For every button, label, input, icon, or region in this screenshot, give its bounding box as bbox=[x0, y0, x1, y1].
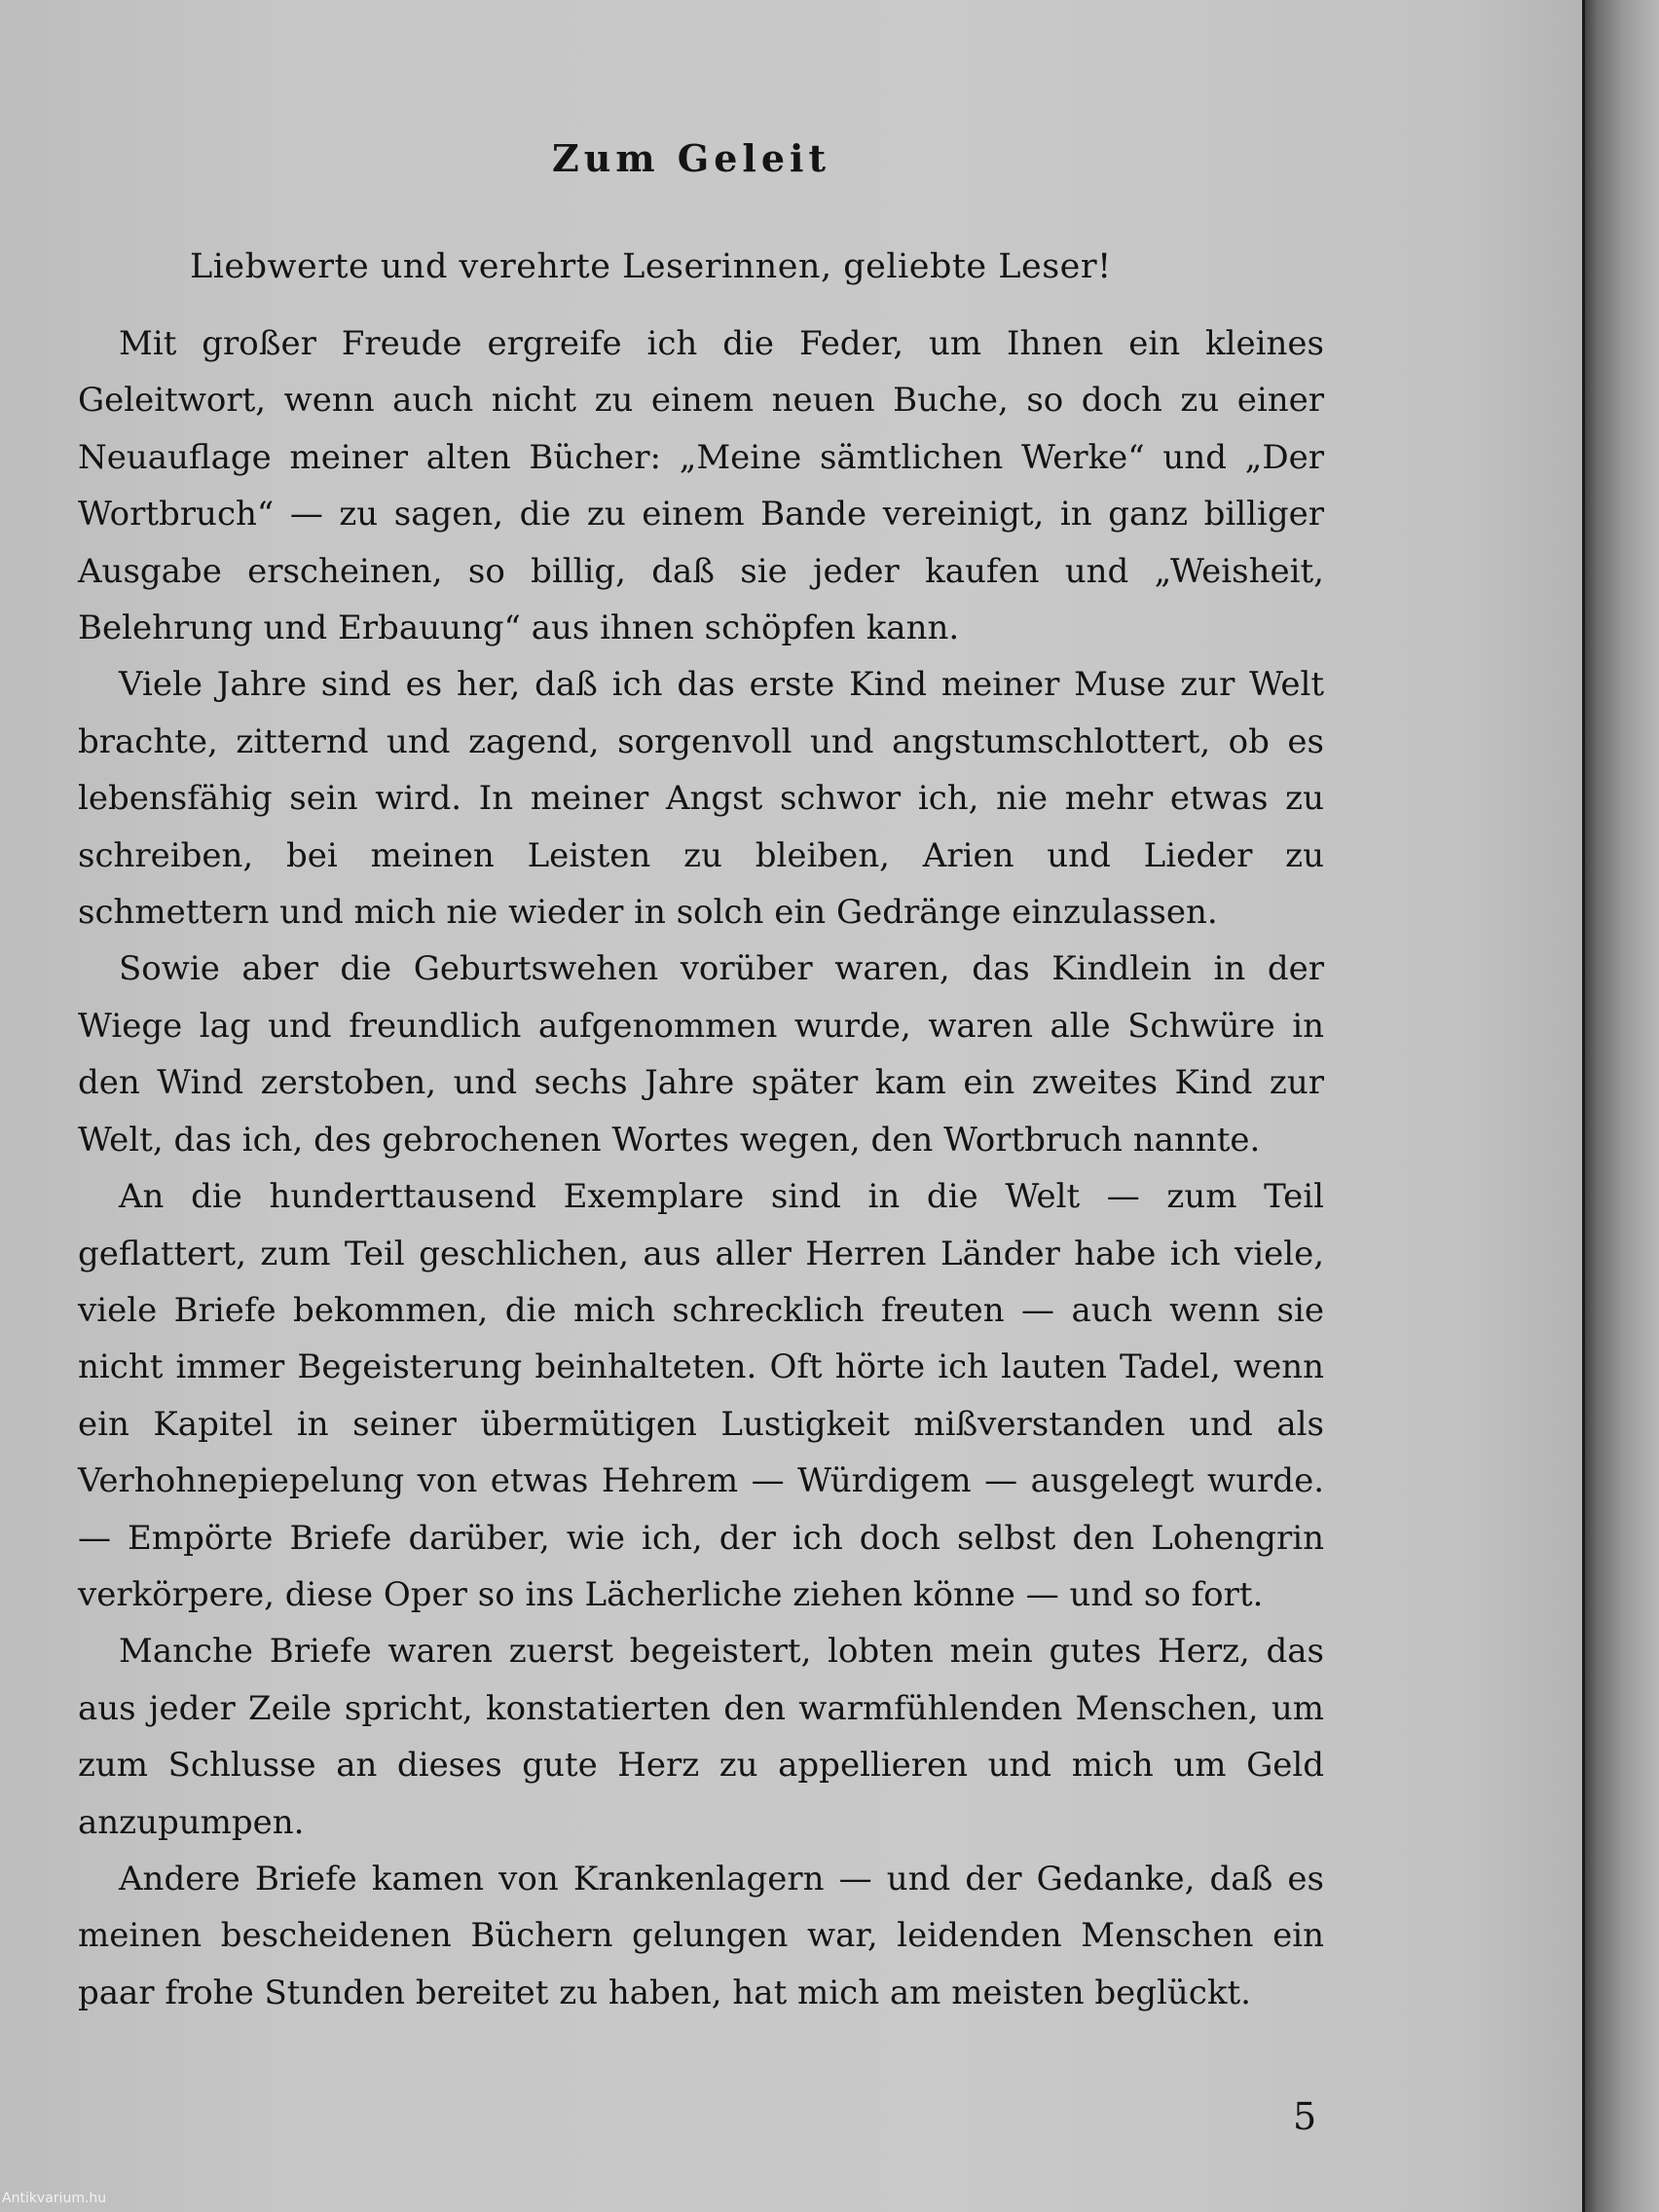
paragraph-6: Andere Briefe kamen von Krankenlagern — und der Gedanke, daß es meinen bescheidenen Büchern gelungen war, leidenden Menschen ein paar frohe Stunden bereitet zu haben, hat mich am meisten beglückt. bbox=[78, 1859, 1324, 2012]
watermark: Antikvarium.hu bbox=[2, 2191, 107, 2206]
book-edge bbox=[1582, 0, 1659, 2212]
paragraph-1: Mit großer Freude ergreife ich die Feder, um Ihnen ein kleines Geleitwort, wenn auch nicht zu einem neuen Buche, so doch zu einer Neuauflage meiner alten Bücher: „Meine sämtlichen Werke“ und „Der Wortbruch“ — zu sagen, die zu einem Bande vereinigt, in ganz billiger Ausgabe erscheinen, so billig, daß sie jeder kaufen und „Weisheit, Belehrung und Erbauung“ aus ihnen schöpfen kann. bbox=[78, 324, 1324, 648]
chapter-title: Zum Geleit bbox=[551, 136, 831, 180]
paragraph-3: Sowie aber die Geburtswehen vorüber waren, das Kindlein in der Wiege lag und freundlich aufgenommen wurde, waren alle Schwüre in den Wind zerstoben, und sechs Jahre später kam ein zweites Kind zur Welt, das ich, des gebrochenen Wortes wegen, den Wortbruch nannte. bbox=[78, 949, 1324, 1160]
page-edge-shadow bbox=[1582, 0, 1585, 2212]
paragraph-4: An die hunderttausend Exemplare sind in die Welt — zum Teil geflattert, zum Teil geschlichen, aus aller Herren Länder habe ich viele, viele Briefe bekommen, die mich schrecklich freuten — auch wenn sie nicht immer Begeisterung beinhalteten. Oft hörte ich lauten Tadel, wenn ein Kapitel in seiner übermütigen Lustigkeit mißverstanden und als Verhohnepiepelung von etwas Hehrem — Würdigem — ausgelegt wurde. — Empörte Briefe darüber, wie ich, der ich doch selbst den Lohengrin verkörpere, diese Oper so ins Lächerliche ziehen könne — und so fort. bbox=[78, 1177, 1324, 1614]
salutation: Liebwerte und verehrte Leserinnen, geliebte Leser! bbox=[190, 247, 1112, 286]
page-number: 5 bbox=[1293, 2095, 1317, 2138]
paragraph-5: Manche Briefe waren zuerst begeistert, lobten mein gutes Herz, das aus jeder Zeile spricht, konstatierten den warmfühlenden Menschen, um zum Schlusse an dieses gute Herz zu appellieren und mich um Geld anzupumpen. bbox=[78, 1632, 1324, 1842]
body-text bbox=[78, 315, 1324, 2021]
paragraph-2: Viele Jahre sind es her, daß ich das erste Kind meiner Muse zur Welt brachte, zitternd und zagend, sorgenvoll und angstumschlottert, ob es lebensfähig sein wird. In meiner Angst schwor ich, nie mehr etwas zu schreiben, bei meinen Leisten zu bleiben, Arien und Lieder zu schmettern und mich nie wieder in solch ein Gedränge einzulassen. bbox=[78, 665, 1324, 933]
